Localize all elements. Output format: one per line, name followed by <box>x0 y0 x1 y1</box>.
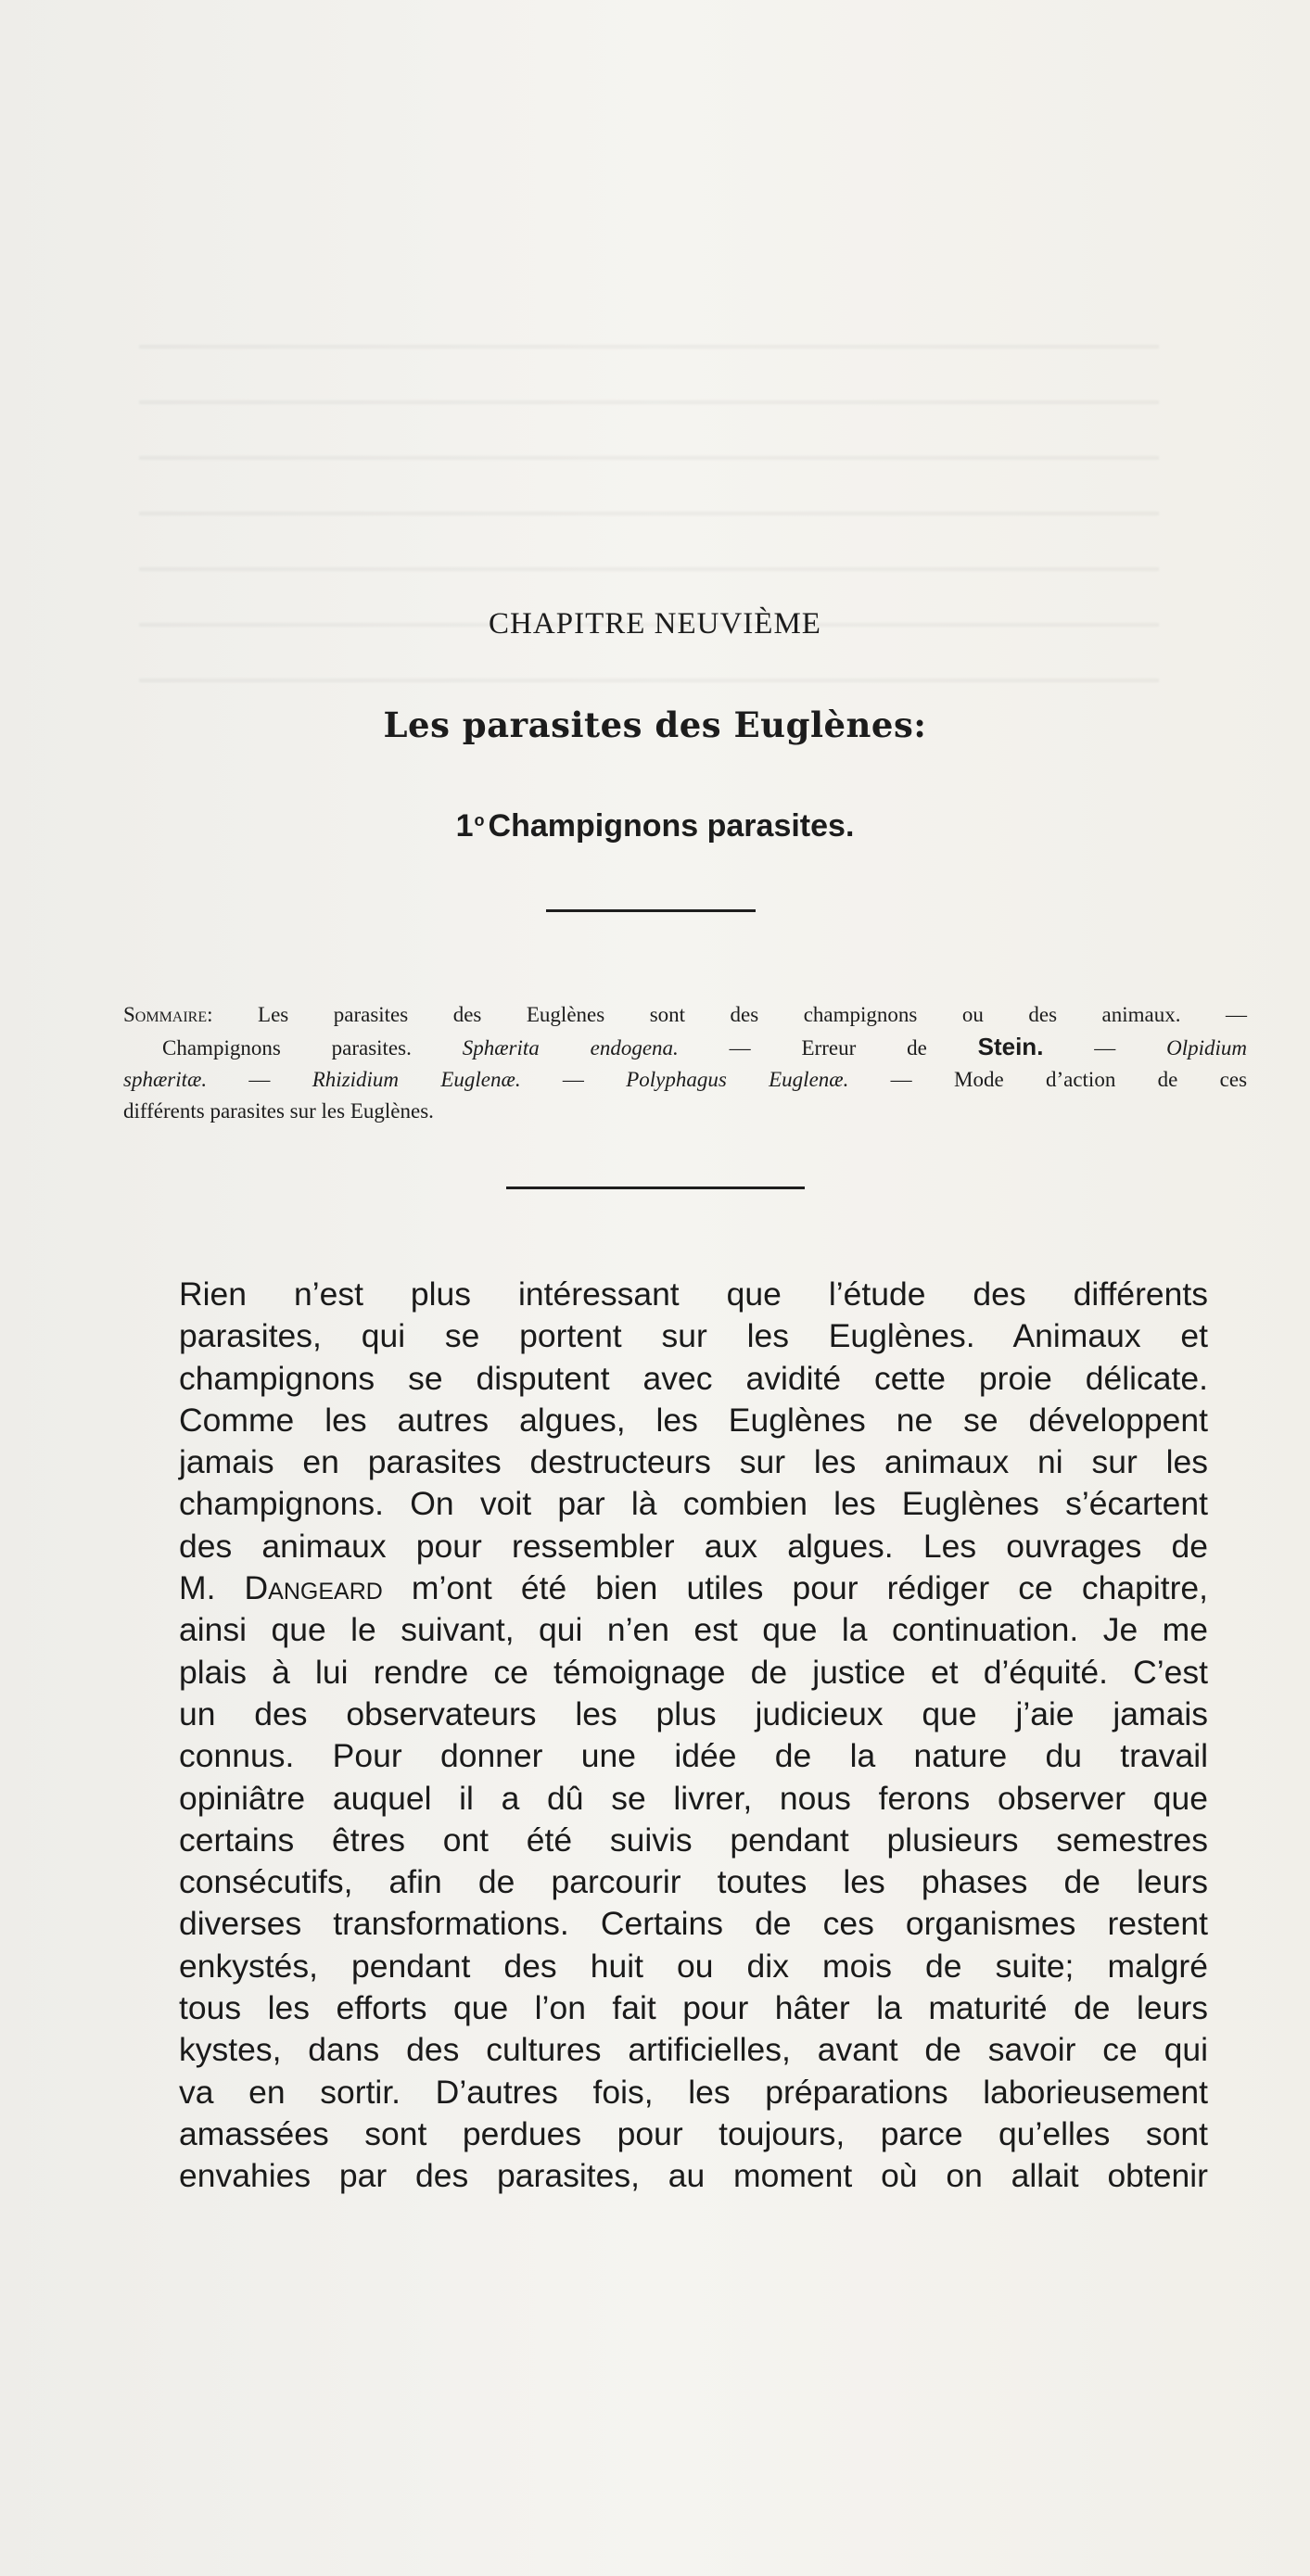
paragraph-line: opiniâtre auquel il a dû se livrer, nous ferons observer que <box>179 1779 1208 1817</box>
paragraph-line: champignons. On voit par là combien les Euglènes s’écartent <box>179 1485 1208 1523</box>
summary-block <box>123 999 1247 1127</box>
paragraph-line: plais à lui rendre ce témoignage de justice et d’équité. C’est <box>179 1653 1208 1691</box>
paragraph-line-dangeard <box>179 1567 1208 1609</box>
summary-text: — Mode d’action de ces <box>848 1068 1248 1091</box>
section-subtitle <box>0 808 1310 844</box>
paragraph-line: diverses transformations. Certains de ces organismes restent <box>179 1905 1208 1943</box>
taxon-name: sphæritæ. <box>123 1068 208 1091</box>
paragraph-line: tous les efforts que l’on fait pour hâter la maturité de leurs <box>179 1989 1208 2027</box>
paragraph-line: enkystés, pendant des huit ou dix mois de suite; malgré <box>179 1947 1208 1985</box>
paragraph-line: jamais en parasites destructeurs sur les animaux ni sur les <box>179 1443 1208 1481</box>
paragraph-line: des animaux pour ressembler aux algues. Les ouvrages de <box>179 1527 1208 1565</box>
summary-text: — Erreur de <box>678 1036 978 1060</box>
paragraph-line: kystes, dans des cultures artificielles, avant de savoir ce qui <box>179 2031 1208 2069</box>
taxon-name: Sphærita endogena. <box>462 1036 679 1060</box>
paragraph-line: Comme les autres algues, les Euglènes ne se développent <box>179 1401 1208 1439</box>
body-text <box>179 1274 1208 2198</box>
divider-rule-top <box>546 909 756 912</box>
paragraph-line: champignons se disputent avec avidité cette proie délicate. <box>179 1359 1208 1397</box>
summary-line-3 <box>123 1064 1247 1096</box>
paragraph-line: un des observateurs les plus judicieux que j’aie jamais <box>179 1694 1208 1732</box>
taxon-name: Polyphagus Euglenæ. <box>626 1068 849 1091</box>
section-number: 1 <box>455 808 474 844</box>
paragraph-line: ainsi que le suivant, qui n’en est que la continuation. Je me <box>179 1611 1208 1649</box>
chapter-heading: CHAPITRE NEUVIÈME <box>489 607 821 641</box>
paragraph-line: envahies par des parasites, au moment où on allait obtenir <box>179 2157 1208 2195</box>
paragraph-line: certains êtres ont été suivis pendant plusieurs semestres <box>179 1821 1208 1859</box>
summary-text: — <box>520 1068 627 1091</box>
taxon-name: Olpidium <box>1166 1036 1248 1060</box>
summary-line-1-text: : Les parasites des Euglènes sont des champignons ou des animaux. — <box>207 1003 1247 1026</box>
paragraph-line: va en sortir. D’autres fois, les préparations laborieusement <box>179 2073 1208 2111</box>
summary-label: Sommaire <box>123 1003 208 1026</box>
paragraph-text: m’ont été bien utiles pour rédiger ce chapitre, <box>382 1569 1208 1607</box>
summary-text: — <box>1043 1036 1167 1060</box>
chapter-title: Les parasites des Euglènes: <box>383 704 927 745</box>
section-subtitle-text: Champignons parasites. <box>488 808 855 844</box>
summary-line-1 <box>123 999 1247 1031</box>
summary-text: — <box>207 1068 312 1091</box>
author-name: Dangeard <box>244 1569 383 1607</box>
paragraph-line: connus. Pour donner une idée de la nature du travail <box>179 1737 1208 1775</box>
paragraph-text: M. <box>179 1569 245 1607</box>
paragraph-line: amassées sont perdues pour toujours, parce qu’elles sont <box>179 2114 1208 2152</box>
section-number-superscript: o <box>474 811 485 830</box>
author-name: Stein. <box>977 1033 1044 1060</box>
summary-text: Champignons parasites. <box>162 1036 463 1060</box>
paragraph-line: parasites, qui se portent sur les Euglènes. Animaux et <box>179 1317 1208 1355</box>
paragraph-line: Rien n’est plus intéressant que l’étude des différents <box>179 1275 1208 1313</box>
summary-line-2 <box>123 1031 1247 1064</box>
summary-line-4: différents parasites sur les Euglènes. <box>123 1099 434 1123</box>
taxon-name: Rhizidium Euglenæ. <box>312 1068 521 1091</box>
divider-rule-bottom <box>506 1186 805 1189</box>
paragraph-line: consécutifs, afin de parcourir toutes les phases de leurs <box>179 1863 1208 1901</box>
